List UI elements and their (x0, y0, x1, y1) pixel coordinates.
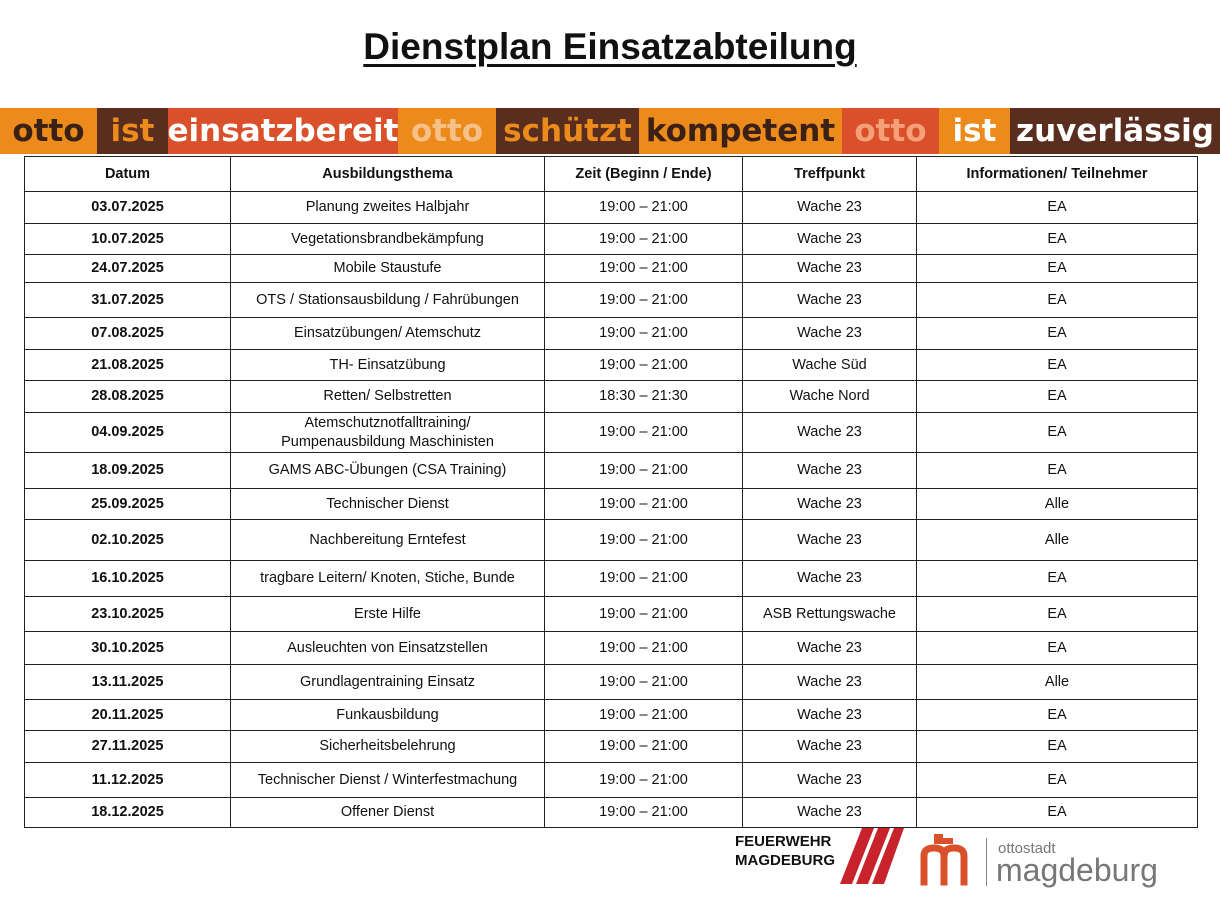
cell-treffpunkt: Wache 23 (743, 561, 917, 597)
cell-treffpunkt: Wache 23 (743, 489, 917, 520)
cell-informationen: Alle (917, 520, 1198, 561)
table-row (25, 350, 1198, 381)
cell-informationen: EA (917, 561, 1198, 597)
header-treffpunkt: Treffpunkt (743, 157, 917, 192)
table-row (25, 489, 1198, 520)
cell-ausbildungsthema: TH- Einsatzübung (231, 350, 545, 381)
cell-zeit: 19:00 – 21:00 (545, 413, 743, 453)
cell-ausbildungsthema: OTS / Stationsausbildung / Fahrübungen (231, 283, 545, 318)
table-row (25, 381, 1198, 413)
cell-datum: 10.07.2025 (25, 224, 231, 255)
cell-text-line: Pumpenausbildung Maschinisten (281, 433, 494, 450)
table-body (25, 192, 1198, 828)
magdeburg-wordmark: magdeburg (996, 852, 1158, 888)
cell-datum: 20.11.2025 (25, 700, 231, 731)
table-row (25, 283, 1198, 318)
table-row (25, 632, 1198, 665)
header-informationen: Informationen/ Teilnehmer (917, 157, 1198, 192)
cell-informationen: EA (917, 413, 1198, 453)
cell-ausbildungsthema: Funkausbildung (231, 700, 545, 731)
magdeburg-label: MAGDEBURG (735, 852, 835, 869)
banner-word-0: otto (0, 108, 97, 154)
cell-treffpunkt: Wache 23 (743, 255, 917, 283)
cell-informationen: EA (917, 255, 1198, 283)
banner-word-7: ist (939, 108, 1010, 154)
cell-zeit: 19:00 – 21:00 (545, 597, 743, 632)
table-row (25, 561, 1198, 597)
cell-zeit: 19:00 – 21:00 (545, 731, 743, 763)
table-row (25, 597, 1198, 632)
cell-datum: 31.07.2025 (25, 283, 231, 318)
cell-zeit: 19:00 – 21:00 (545, 255, 743, 283)
cell-treffpunkt: Wache Nord (743, 381, 917, 413)
cell-zeit: 19:00 – 21:00 (545, 224, 743, 255)
logo-separator (986, 838, 987, 886)
cell-datum: 21.08.2025 (25, 350, 231, 381)
cell-informationen: EA (917, 283, 1198, 318)
cell-datum: 18.09.2025 (25, 453, 231, 489)
cell-zeit: 19:00 – 21:00 (545, 192, 743, 224)
ottostadt-label: ottostadt (998, 840, 1056, 857)
cell-informationen: EA (917, 224, 1198, 255)
banner-word-2: einsatzbereit (168, 108, 398, 154)
cell-datum: 27.11.2025 (25, 731, 231, 763)
cell-zeit: 18:30 – 21:30 (545, 381, 743, 413)
slogan-banner (0, 108, 1220, 154)
cell-datum: 16.10.2025 (25, 561, 231, 597)
cell-treffpunkt: Wache 23 (743, 665, 917, 700)
cell-treffpunkt: Wache 23 (743, 763, 917, 798)
cell-informationen: EA (917, 597, 1198, 632)
cell-ausbildungsthema: Grundlagentraining Einsatz (231, 665, 545, 700)
header-zeit: Zeit (Beginn / Ende) (545, 157, 743, 192)
cell-treffpunkt: ASB Rettungswache (743, 597, 917, 632)
cell-zeit: 19:00 – 21:00 (545, 700, 743, 731)
table-row (25, 453, 1198, 489)
cell-datum: 02.10.2025 (25, 520, 231, 561)
cell-text-line: Atemschutznotfalltraining/ (304, 414, 471, 431)
cell-zeit: 19:00 – 21:00 (545, 520, 743, 561)
table-row (25, 413, 1198, 453)
feuerwehr-stripes-icon (840, 828, 904, 884)
cell-zeit: 19:00 – 21:00 (545, 763, 743, 798)
feuerwehr-label: FEUERWEHR (735, 833, 832, 850)
cell-ausbildungsthema: Planung zweites Halbjahr (231, 192, 545, 224)
schedule-table (24, 156, 1198, 828)
feuerwehr-logo-text (735, 832, 835, 870)
cell-informationen: EA (917, 350, 1198, 381)
cell-informationen: EA (917, 700, 1198, 731)
cell-ausbildungsthema: Nachbereitung Erntefest (231, 520, 545, 561)
cell-informationen: EA (917, 192, 1198, 224)
cell-treffpunkt: Wache 23 (743, 192, 917, 224)
cell-treffpunkt: Wache 23 (743, 632, 917, 665)
header-ausbildungsthema: Ausbildungsthema (231, 157, 545, 192)
cell-zeit: 19:00 – 21:00 (545, 665, 743, 700)
cell-informationen: EA (917, 318, 1198, 350)
cell-treffpunkt: Wache Süd (743, 350, 917, 381)
banner-word-4: schützt (496, 108, 639, 154)
cell-ausbildungsthema: Retten/ Selbstretten (231, 381, 545, 413)
table-row (25, 520, 1198, 561)
table-row (25, 665, 1198, 700)
cell-zeit: 19:00 – 21:00 (545, 489, 743, 520)
cell-ausbildungsthema: Technischer Dienst / Winterfestmachung (231, 763, 545, 798)
cell-datum: 25.09.2025 (25, 489, 231, 520)
cell-treffpunkt: Wache 23 (743, 520, 917, 561)
cell-treffpunkt: Wache 23 (743, 700, 917, 731)
table-row (25, 763, 1198, 798)
cell-ausbildungsthema: Erste Hilfe (231, 597, 545, 632)
cell-ausbildungsthema: Vegetationsbrandbekämpfung (231, 224, 545, 255)
cell-zeit: 19:00 – 21:00 (545, 632, 743, 665)
cell-zeit: 19:00 – 21:00 (545, 318, 743, 350)
cell-datum: 11.12.2025 (25, 763, 231, 798)
header-datum: Datum (25, 157, 231, 192)
banner-word-5: kompetent (639, 108, 842, 154)
cell-datum: 04.09.2025 (25, 413, 231, 453)
cell-datum: 30.10.2025 (25, 632, 231, 665)
cell-informationen: EA (917, 381, 1198, 413)
magdeburg-city-logo-icon (918, 830, 984, 886)
cell-informationen: Alle (917, 665, 1198, 700)
cell-treffpunkt: Wache 23 (743, 731, 917, 763)
cell-treffpunkt: Wache 23 (743, 798, 917, 828)
cell-treffpunkt: Wache 23 (743, 283, 917, 318)
cell-ausbildungsthema: tragbare Leitern/ Knoten, Stiche, Bunde (231, 561, 545, 597)
page-title (0, 26, 1220, 68)
table-row (25, 318, 1198, 350)
cell-treffpunkt: Wache 23 (743, 413, 917, 453)
page-title-text: Dienstplan Einsatzabteilung (363, 26, 857, 67)
cell-datum: 07.08.2025 (25, 318, 231, 350)
table-row (25, 224, 1198, 255)
cell-ausbildungsthema: Offener Dienst (231, 798, 545, 828)
cell-datum: 28.08.2025 (25, 381, 231, 413)
cell-ausbildungsthema: GAMS ABC-Übungen (CSA Training) (231, 453, 545, 489)
table-header-row (25, 157, 1198, 192)
banner-word-6: otto (842, 108, 939, 154)
cell-ausbildungsthema: Ausleuchten von Einsatzstellen (231, 632, 545, 665)
cell-treffpunkt: Wache 23 (743, 453, 917, 489)
banner-word-8: zuverlässig (1010, 108, 1220, 154)
cell-zeit: 19:00 – 21:00 (545, 561, 743, 597)
table-row (25, 700, 1198, 731)
table-row (25, 192, 1198, 224)
cell-datum: 23.10.2025 (25, 597, 231, 632)
cell-zeit: 19:00 – 21:00 (545, 283, 743, 318)
cell-datum: 13.11.2025 (25, 665, 231, 700)
cell-zeit: 19:00 – 21:00 (545, 453, 743, 489)
cell-informationen: EA (917, 453, 1198, 489)
cell-zeit: 19:00 – 21:00 (545, 350, 743, 381)
cell-ausbildungsthema: Mobile Staustufe (231, 255, 545, 283)
cell-ausbildungsthema: Einsatzübungen/ Atemschutz (231, 318, 545, 350)
cell-informationen: EA (917, 632, 1198, 665)
cell-datum: 03.07.2025 (25, 192, 231, 224)
table-row (25, 731, 1198, 763)
cell-datum: 24.07.2025 (25, 255, 231, 283)
table-row (25, 255, 1198, 283)
table-row (25, 798, 1198, 828)
cell-informationen: EA (917, 763, 1198, 798)
cell-datum: 18.12.2025 (25, 798, 231, 828)
cell-treffpunkt: Wache 23 (743, 224, 917, 255)
banner-word-3: otto (398, 108, 496, 154)
cell-treffpunkt: Wache 23 (743, 318, 917, 350)
cell-ausbildungsthema: Sicherheitsbelehrung (231, 731, 545, 763)
cell-informationen: EA (917, 798, 1198, 828)
cell-informationen: EA (917, 731, 1198, 763)
cell-ausbildungsthema: Technischer Dienst (231, 489, 545, 520)
cell-ausbildungsthema (231, 413, 545, 453)
cell-zeit: 19:00 – 21:00 (545, 798, 743, 828)
cell-informationen: Alle (917, 489, 1198, 520)
banner-word-1: ist (97, 108, 168, 154)
